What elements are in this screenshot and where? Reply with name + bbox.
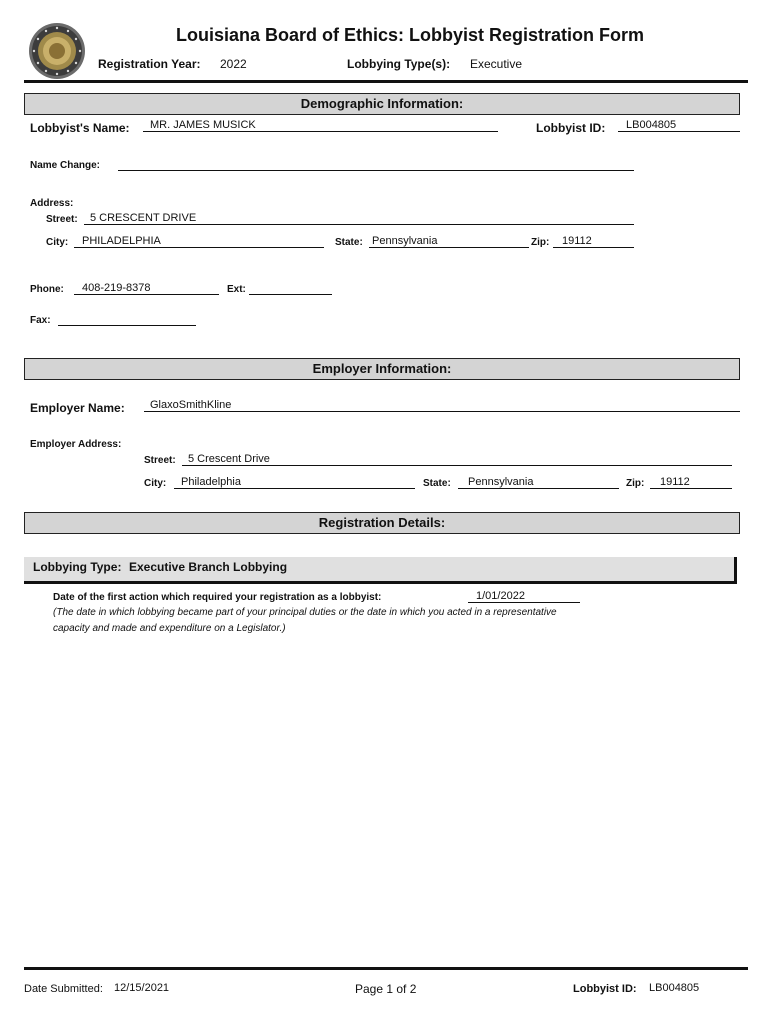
state-field (369, 247, 529, 248)
state-value: Pennsylvania (372, 235, 438, 247)
phone-label: Phone: (30, 284, 64, 295)
first-action-date-field (468, 602, 580, 603)
employer-zip-value: 19112 (660, 476, 690, 488)
first-action-note-line-2: capacity and made and expenditure on a Legislator.) (53, 623, 286, 634)
fax-label: Fax: (30, 315, 51, 326)
fax-field (58, 325, 196, 326)
name-change-label: Name Change: (30, 160, 101, 171)
state-seal-icon (28, 22, 86, 80)
footer-lobbyist-id-label: Lobbyist ID: (573, 983, 637, 995)
address-label: Address: (30, 198, 74, 209)
employer-state-value: Pennsylvania (468, 476, 534, 488)
phone-field (74, 294, 219, 295)
lobbying-types-label: Lobbying Type(s): (347, 57, 451, 71)
header-rule (24, 80, 748, 83)
zip-label: Zip: (531, 237, 550, 248)
employer-state-label: State: (423, 478, 451, 489)
city-field (74, 247, 324, 248)
ext-field (249, 294, 332, 295)
employer-street-value: 5 Crescent Drive (188, 453, 270, 465)
date-submitted-label: Date Submitted: (24, 983, 103, 995)
employer-state-field (458, 488, 619, 489)
employer-name-label: Employer Name: (30, 401, 125, 415)
employer-street-field (182, 465, 732, 466)
employer-city-value: Philadelphia (181, 476, 241, 488)
registration-year-label: Registration Year: (98, 57, 201, 71)
first-action-date-value: 1/01/2022 (476, 590, 525, 602)
registration-year-value: 2022 (220, 57, 247, 71)
first-action-note-line-1: (The date in which lobbying became part of your principal duties or the date in which you acted in a representative (53, 607, 557, 618)
street-value: 5 CRESCENT DRIVE (90, 212, 197, 224)
lobbyist-name-label: Lobbyist's Name: (30, 121, 130, 135)
employer-city-field (174, 488, 415, 489)
employer-zip-field (650, 488, 732, 489)
zip-value: 19112 (562, 235, 592, 247)
phone-value: 408-219-8378 (82, 282, 151, 294)
lobbyist-name-value: MR. JAMES MUSICK (150, 119, 256, 131)
employer-city-label: City: (144, 478, 167, 489)
employer-name-value: GlaxoSmithKline (150, 399, 232, 411)
lobbying-types-value: Executive (470, 57, 523, 71)
lobbyist-id-label: Lobbyist ID: (536, 121, 606, 135)
employer-zip-label: Zip: (626, 478, 645, 489)
zip-field (553, 247, 634, 248)
footer-lobbyist-id-value: LB004805 (649, 982, 700, 994)
street-label: Street: (46, 214, 78, 225)
employer-name-field (144, 411, 740, 412)
employer-address-label: Employer Address: (30, 439, 122, 450)
ext-label: Ext: (227, 284, 246, 295)
first-action-label: Date of the first action which required your registration as a lobbyist: (53, 592, 382, 603)
employer-section-header: Employer Information: (24, 358, 740, 380)
city-value: PHILADELPHIA (82, 235, 161, 247)
lobbying-type-value: Executive Branch Lobbying (129, 560, 288, 574)
demographic-section-header: Demographic Information: (24, 93, 740, 115)
name-change-field (118, 170, 634, 171)
state-label: State: (335, 237, 363, 248)
employer-street-label: Street: (144, 455, 176, 466)
date-submitted-value: 12/15/2021 (114, 982, 170, 994)
registration-section-header: Registration Details: (24, 512, 740, 534)
lobbyist-name-field (143, 131, 498, 132)
street-field (84, 224, 634, 225)
page-number: Page 1 of 2 (355, 982, 417, 996)
city-label: City: (46, 237, 69, 248)
lobbying-type-label: Lobbying Type: (33, 560, 122, 574)
lobbyist-id-field (618, 131, 740, 132)
lobbying-type-bar (24, 557, 737, 584)
footer-rule (24, 967, 748, 970)
lobbyist-id-value: LB004805 (626, 119, 677, 131)
form-title: Louisiana Board of Ethics: Lobbyist Registration Form (175, 25, 645, 45)
